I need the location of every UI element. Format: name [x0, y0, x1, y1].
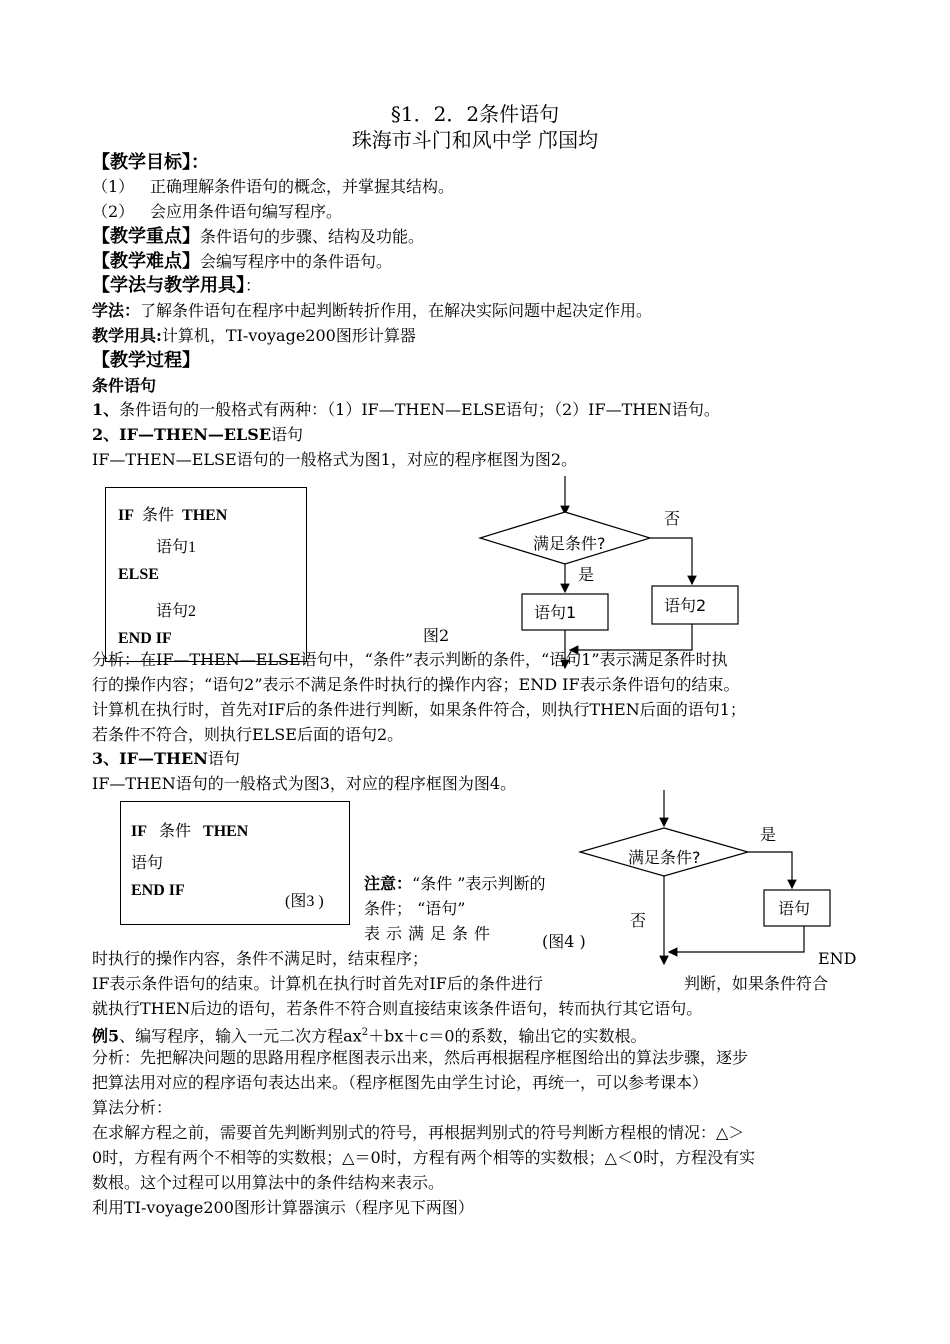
paragraph-3: IF—THEN—ELSE语句的一般格式为图1，对应的程序框图为图2。: [92, 450, 578, 469]
figure-4-merge-line: [669, 926, 804, 952]
difficulty-heading: 【教学难点】: [92, 251, 200, 272]
tools-row: [92, 273, 261, 299]
analysis-2-line-2b: 判断，如果条件符合: [684, 974, 829, 993]
paragraph-4-text: 语句: [207, 749, 240, 768]
paragraph-2-label: 2、IF—THEN—ELSE: [92, 425, 272, 444]
figure-4-statement-label: 语句: [778, 899, 811, 918]
figure-3-then-keyword: THEN: [203, 823, 249, 840]
focus-text: 条件语句的步骤、结构及功能。: [200, 227, 425, 246]
example-5: [92, 1021, 647, 1048]
figure-1-line-3: ELSE: [118, 566, 159, 583]
goal-1-text: 正确理解条件语句的概念，并掌握其结构。: [150, 177, 455, 196]
figure-2-no-branch: [650, 538, 692, 584]
figure-2-statement-2-label: 语句2: [664, 596, 707, 615]
focus-heading: 【教学重点】: [92, 226, 200, 247]
goal-2-text: 会应用条件语句编写程序。: [150, 202, 343, 221]
figure-4-flowchart: [570, 788, 840, 968]
algorithm-line-3: 数根。这个过程可以用算法中的条件结构来表示。: [92, 1173, 445, 1192]
example-5-text-a: 、编写程序，输入一元二次方程ax: [119, 1026, 362, 1046]
figure-1-code-box: [105, 487, 307, 662]
figure-1-line-4: 语句2: [156, 603, 197, 620]
figure-1-if-keyword: IF: [118, 507, 134, 524]
paragraph-2-text: 语句: [271, 425, 304, 444]
figure-4-yes-label: 是: [760, 825, 777, 844]
doc-title: §1．2．2条件语句: [390, 102, 560, 126]
figure-4-caption: (图4 ): [542, 932, 586, 951]
figure-4-decision-label: 满足条件?: [628, 848, 701, 867]
example-5-text-b: ＋bx＋c＝0的系数，输出它的实数根。: [368, 1026, 647, 1046]
paragraph-5: IF—THEN语句的一般格式为图3，对应的程序框图为图4。: [92, 774, 517, 793]
analysis-1-line-3: 计算机在执行时，首先对IF后的条件进行判断，如果条件符合，则执行THEN后面的语句1；: [92, 700, 746, 719]
example-5-analysis-line-2: 把算法用对应的程序语句表达出来。（程序框图先由学生讨论，再统一，可以参考课本）: [92, 1073, 709, 1092]
example-5-superscript: 2: [361, 1027, 369, 1038]
figure-2-no-label: 否: [664, 509, 681, 528]
method-row: [92, 299, 652, 323]
difficulty-text: 会编写程序中的条件语句。: [200, 252, 393, 271]
figure-3-condition: 条件: [159, 823, 192, 840]
analysis-1-line-2: 行的操作内容；“语句2”表示不满足条件时执行的操作内容；END IF表示条件语句的结束。: [92, 675, 740, 694]
paragraph-1: [92, 398, 720, 422]
example-5-analysis-line-1: 分析：先把解决问题的思路用程序框图表示出来，然后再根据程序框图给出的算法步骤，逐步: [92, 1048, 749, 1067]
section-title: 条件语句: [92, 376, 157, 395]
analysis-2-line-1a: 时执行的操作内容，条件不满足时，结束程序；: [92, 949, 429, 968]
paragraph-1-label: 1、: [92, 400, 120, 419]
method-text: 了解条件语句在程序中起判断转折作用，在解决实际问题中起决定作用。: [140, 301, 653, 320]
figure-1-condition: 条件: [142, 507, 175, 524]
analysis-2-line-1b: END: [818, 949, 857, 968]
note-label: 注意：: [364, 874, 413, 893]
goal-1-number: （1）: [92, 177, 135, 196]
paragraph-1-text: 条件语句的一般格式有两种：（1）IF—THEN—ELSE语句；（2）IF—THEN语句。: [119, 400, 720, 419]
figure-2-flowchart: [470, 472, 750, 672]
figure-4-yes-branch: [748, 852, 792, 888]
figure-3-line-1: [131, 818, 248, 841]
paragraph-4: [92, 747, 240, 771]
analysis-2-line-3: 就执行THEN后边的语句，若条件不符合则直接结束该条件语句，转而执行其它语句。: [92, 999, 703, 1018]
teaching-tools-label: 教学用具:: [92, 326, 162, 345]
process-heading: 【教学过程】: [92, 350, 200, 371]
figure-2-decision-label: 满足条件?: [533, 534, 606, 553]
figure-3-code-box: [120, 801, 350, 925]
algorithm-line-2: 0时，方程有两个不相等的实数根；△＝0时，方程有两个相等的实数根；△＜0时，方程没有实: [92, 1148, 756, 1167]
tools-colon: ：: [245, 276, 262, 295]
algorithm-line-1: 在求解方程之前，需要首先判断判别式的符号，再根据判别式的符号判断方程根的情况：△＞: [92, 1123, 745, 1142]
paragraph-4-label: 3、IF—THEN: [92, 749, 208, 768]
note-line-1: [364, 872, 545, 896]
figure-1-line-5: END IF: [118, 630, 172, 647]
difficulty-row: [92, 249, 392, 275]
teaching-tools-text: 计算机，TI-voyage200图形计算器: [161, 326, 416, 345]
focus-row: [92, 224, 424, 250]
doc-author: 珠海市斗门和风中学 邝国均: [351, 128, 599, 152]
figure-2-yes-label: 是: [578, 565, 595, 584]
note-line-3: 表示满足条件: [364, 924, 497, 943]
algorithm-label: 算法分析：: [92, 1098, 173, 1117]
note-text-1: “条件 ”表示判断的: [412, 874, 546, 893]
figure-3-if-keyword: IF: [131, 823, 147, 840]
demo-line: 利用TI-voyage200图形计算器演示（程序见下两图）: [92, 1198, 474, 1217]
example-5-label: 例5: [92, 1026, 120, 1046]
figure-2-statement-1-label: 语句1: [534, 603, 577, 622]
figure-3-line-2: 语句: [131, 855, 164, 872]
goal-2-number: （2）: [92, 202, 135, 221]
figure-3-line-3: END IF: [131, 882, 185, 899]
analysis-1-line-1: 分析：在IF—THEN—ELSE语句中，“条件”表示判断的条件，“语句1”表示满足条件时执: [92, 650, 728, 669]
analysis-2-line-2a: IF表示条件语句的结束。计算机在执行时首先对IF后的条件进行: [92, 974, 543, 993]
figure-1-then-keyword: THEN: [182, 507, 228, 524]
teaching-tools-row: [92, 324, 416, 348]
analysis-1-line-4: 若条件不符合，则执行ELSE后面的语句2。: [92, 725, 404, 744]
figure-1-line-2: 语句1: [156, 539, 197, 556]
figure-2-caption: 图2: [423, 626, 450, 645]
figure-3-caption: (图3 ): [285, 893, 324, 910]
figure-4-no-label: 否: [630, 911, 647, 930]
figure-1-line-1: [118, 502, 227, 525]
tools-heading: 【学法与教学用具】: [92, 275, 245, 296]
goals-heading: 【教学目标】：: [92, 152, 209, 173]
paragraph-2: [92, 423, 303, 447]
note-line-2: 条件； “语句”: [364, 899, 466, 918]
method-label: 学法：: [92, 301, 141, 320]
